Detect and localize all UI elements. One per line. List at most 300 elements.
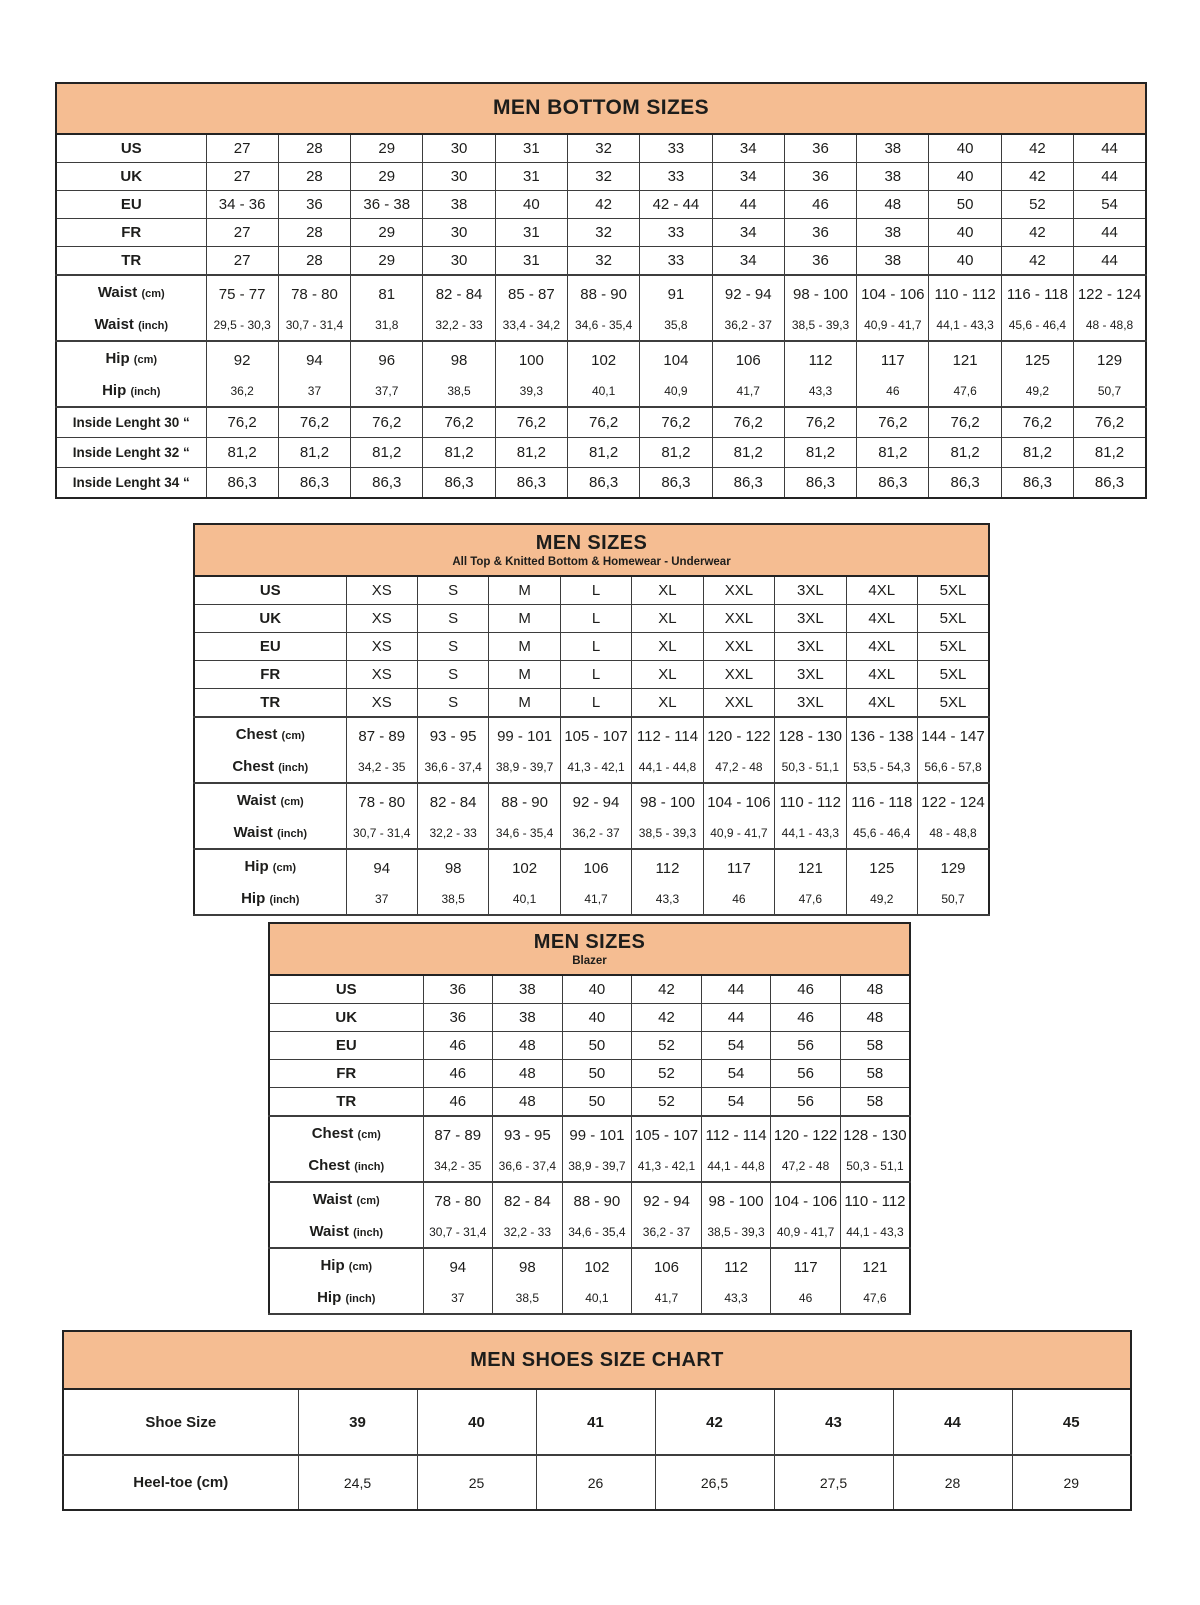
value-cell: M bbox=[489, 633, 560, 661]
value-cell: 50 bbox=[562, 1032, 632, 1060]
value-cell: 82 - 84 32,2 - 33 bbox=[423, 275, 495, 341]
value-cell: 76,2 bbox=[1001, 407, 1073, 438]
value-cell: L bbox=[560, 689, 631, 718]
value-cell: 128 - 130 50,3 - 51,1 bbox=[840, 1116, 910, 1182]
value-cell: 54 bbox=[701, 1088, 771, 1117]
value-cell: 54 bbox=[1074, 191, 1146, 219]
value-cell: 76,2 bbox=[784, 407, 856, 438]
table-row bbox=[56, 275, 1146, 341]
row-label: TR bbox=[194, 689, 346, 718]
table-row bbox=[269, 975, 910, 1004]
row-label: Heel-toe (cm) bbox=[63, 1455, 298, 1510]
value-cell: 117 46 bbox=[703, 849, 774, 915]
value-cell: 58 bbox=[840, 1088, 910, 1117]
value-cell: 44 bbox=[712, 191, 784, 219]
row-label: Waist (cm) Waist (inch) bbox=[194, 783, 346, 849]
table-row bbox=[194, 717, 989, 783]
value-cell: 38 bbox=[493, 975, 563, 1004]
value-cell: M bbox=[489, 661, 560, 689]
value-cell: 50 bbox=[929, 191, 1001, 219]
table-row bbox=[56, 247, 1146, 276]
value-cell: S bbox=[417, 576, 488, 605]
value-cell: 110 - 112 44,1 - 43,3 bbox=[840, 1182, 910, 1248]
value-cell: 4XL bbox=[846, 576, 917, 605]
row-label: UK bbox=[269, 1004, 423, 1032]
value-cell: XS bbox=[346, 661, 417, 689]
value-cell: 76,2 bbox=[857, 407, 929, 438]
table-row bbox=[56, 134, 1146, 163]
row-label: EU bbox=[194, 633, 346, 661]
value-cell: 34 bbox=[712, 247, 784, 276]
value-cell: 86,3 bbox=[712, 468, 784, 499]
value-cell: 56 bbox=[771, 1088, 841, 1117]
value-cell: 81,2 bbox=[1074, 438, 1146, 468]
value-cell: 81,2 bbox=[495, 438, 567, 468]
value-cell: 86,3 bbox=[351, 468, 423, 499]
table-row bbox=[63, 1455, 1131, 1510]
table-row bbox=[56, 219, 1146, 247]
value-cell: 46 bbox=[771, 975, 841, 1004]
value-cell: 42 bbox=[567, 191, 639, 219]
value-cell: 117 46 bbox=[857, 341, 929, 407]
men-blazer-sizes-table bbox=[268, 922, 911, 1315]
value-cell: 88 - 90 34,6 - 35,4 bbox=[567, 275, 639, 341]
value-cell: 86,3 bbox=[278, 468, 350, 499]
value-cell: 29 bbox=[351, 163, 423, 191]
value-cell: 30 bbox=[423, 134, 495, 163]
value-cell: XXL bbox=[703, 633, 774, 661]
value-cell: 42 bbox=[1001, 134, 1073, 163]
value-cell: 36 - 38 bbox=[351, 191, 423, 219]
value-cell: 32 bbox=[567, 219, 639, 247]
value-cell: 31 bbox=[495, 134, 567, 163]
value-cell: 86,3 bbox=[640, 468, 712, 499]
value-cell: 81,2 bbox=[567, 438, 639, 468]
value-cell: 93 - 95 36,6 - 37,4 bbox=[493, 1116, 563, 1182]
value-cell: 99 - 101 38,9 - 39,7 bbox=[562, 1116, 632, 1182]
value-cell: 28 bbox=[278, 247, 350, 276]
value-cell: 40 bbox=[929, 163, 1001, 191]
value-cell: 44 bbox=[701, 1004, 771, 1032]
value-cell: 136 - 138 53,5 - 54,3 bbox=[846, 717, 917, 783]
table-row bbox=[194, 576, 989, 605]
value-cell: XXL bbox=[703, 576, 774, 605]
value-cell: 93 - 95 36,6 - 37,4 bbox=[417, 717, 488, 783]
value-cell: 82 - 84 32,2 - 33 bbox=[493, 1182, 563, 1248]
value-cell: 98 38,5 bbox=[493, 1248, 563, 1314]
value-cell: 46 bbox=[423, 1032, 493, 1060]
value-cell: 112 - 114 44,1 - 44,8 bbox=[701, 1116, 771, 1182]
men-bottom-sizes-table bbox=[55, 82, 1147, 499]
value-cell: 129 50,7 bbox=[1074, 341, 1146, 407]
value-cell: 44 bbox=[701, 975, 771, 1004]
value-cell: 5XL bbox=[918, 689, 990, 718]
value-cell: 48 bbox=[493, 1088, 563, 1117]
value-cell: 29 bbox=[351, 219, 423, 247]
value-cell: 81,2 bbox=[278, 438, 350, 468]
value-cell: 31 bbox=[495, 219, 567, 247]
row-label: US bbox=[56, 134, 206, 163]
value-cell: 82 - 84 32,2 - 33 bbox=[417, 783, 488, 849]
value-cell: XL bbox=[632, 661, 703, 689]
value-cell: 112 - 114 44,1 - 44,8 bbox=[632, 717, 703, 783]
value-cell: M bbox=[489, 576, 560, 605]
value-cell: 31 bbox=[495, 163, 567, 191]
value-cell: 86,3 bbox=[567, 468, 639, 499]
value-cell: 58 bbox=[840, 1032, 910, 1060]
value-cell: 5XL bbox=[918, 661, 990, 689]
value-cell: 38 bbox=[423, 191, 495, 219]
value-cell: 38 bbox=[493, 1004, 563, 1032]
value-cell: 86,3 bbox=[929, 468, 1001, 499]
row-label: TR bbox=[56, 247, 206, 276]
value-cell: 24,5 bbox=[298, 1455, 417, 1510]
row-label: EU bbox=[56, 191, 206, 219]
value-cell: 78 - 80 30,7 - 31,4 bbox=[346, 783, 417, 849]
row-label: FR bbox=[56, 219, 206, 247]
value-cell: 40 bbox=[562, 975, 632, 1004]
value-cell: 50 bbox=[562, 1060, 632, 1088]
value-cell: 43 bbox=[774, 1389, 893, 1455]
value-cell: 121 47,6 bbox=[840, 1248, 910, 1314]
value-cell: 3XL bbox=[775, 633, 846, 661]
value-cell: 4XL bbox=[846, 661, 917, 689]
value-cell: 40 bbox=[495, 191, 567, 219]
value-cell: 28 bbox=[893, 1455, 1012, 1510]
value-cell: 121 47,6 bbox=[929, 341, 1001, 407]
value-cell: 122 - 124 48 - 48,8 bbox=[918, 783, 990, 849]
value-cell: 98 - 100 38,5 - 39,3 bbox=[701, 1182, 771, 1248]
value-cell: 25 bbox=[417, 1455, 536, 1510]
row-label: Waist (cm) Waist (inch) bbox=[56, 275, 206, 341]
value-cell: 85 - 87 33,4 - 34,2 bbox=[495, 275, 567, 341]
value-cell: 86,3 bbox=[857, 468, 929, 499]
value-cell: 36 bbox=[423, 975, 493, 1004]
row-label: US bbox=[269, 975, 423, 1004]
value-cell: 98 - 100 38,5 - 39,3 bbox=[784, 275, 856, 341]
table-row bbox=[269, 1116, 910, 1182]
value-cell: 42 bbox=[632, 975, 702, 1004]
value-cell: 112 43,3 bbox=[784, 341, 856, 407]
row-label: FR bbox=[269, 1060, 423, 1088]
value-cell: M bbox=[489, 605, 560, 633]
row-label: Chest (cm) Chest (inch) bbox=[269, 1116, 423, 1182]
men-bottom-sizes-header-row bbox=[56, 83, 1146, 134]
value-cell: 44 bbox=[1074, 134, 1146, 163]
value-cell: 32 bbox=[567, 134, 639, 163]
value-cell: XS bbox=[346, 689, 417, 718]
table-row bbox=[269, 1004, 910, 1032]
value-cell: 128 - 130 50,3 - 51,1 bbox=[775, 717, 846, 783]
value-cell: 92 - 94 36,2 - 37 bbox=[712, 275, 784, 341]
value-cell: 76,2 bbox=[351, 407, 423, 438]
value-cell: 106 41,7 bbox=[632, 1248, 702, 1314]
row-label: Hip (cm) Hip (inch) bbox=[194, 849, 346, 915]
table-row bbox=[194, 689, 989, 718]
value-cell: 94 37 bbox=[278, 341, 350, 407]
value-cell: 81,2 bbox=[929, 438, 1001, 468]
value-cell: 106 41,7 bbox=[712, 341, 784, 407]
value-cell: 56 bbox=[771, 1060, 841, 1088]
value-cell: 125 49,2 bbox=[1001, 341, 1073, 407]
value-cell: 42 - 44 bbox=[640, 191, 712, 219]
value-cell: 28 bbox=[278, 219, 350, 247]
value-cell: 116 - 118 45,6 - 46,4 bbox=[1001, 275, 1073, 341]
value-cell: 86,3 bbox=[1074, 468, 1146, 499]
value-cell: 3XL bbox=[775, 689, 846, 718]
value-cell: 81,2 bbox=[206, 438, 278, 468]
value-cell: 38 bbox=[857, 219, 929, 247]
row-label: Shoe Size bbox=[63, 1389, 298, 1455]
value-cell: 32 bbox=[567, 163, 639, 191]
value-cell: 38 bbox=[857, 134, 929, 163]
value-cell: 54 bbox=[701, 1032, 771, 1060]
value-cell: 46 bbox=[784, 191, 856, 219]
row-label: Hip (cm) Hip (inch) bbox=[269, 1248, 423, 1314]
table-row bbox=[269, 1060, 910, 1088]
value-cell: 98 38,5 bbox=[417, 849, 488, 915]
row-label: UK bbox=[194, 605, 346, 633]
value-cell: 27,5 bbox=[774, 1455, 893, 1510]
value-cell: 92 - 94 36,2 - 37 bbox=[560, 783, 631, 849]
value-cell: S bbox=[417, 633, 488, 661]
table-row bbox=[63, 1389, 1131, 1455]
value-cell: 92 36,2 bbox=[206, 341, 278, 407]
value-cell: 40 bbox=[562, 1004, 632, 1032]
value-cell: XXL bbox=[703, 605, 774, 633]
value-cell: 50 bbox=[562, 1088, 632, 1117]
value-cell: XS bbox=[346, 605, 417, 633]
value-cell: 104 - 106 40,9 - 41,7 bbox=[857, 275, 929, 341]
value-cell: XL bbox=[632, 576, 703, 605]
value-cell: 75 - 77 29,5 - 30,3 bbox=[206, 275, 278, 341]
value-cell: XL bbox=[632, 605, 703, 633]
value-cell: 105 - 107 41,3 - 42,1 bbox=[632, 1116, 702, 1182]
value-cell: 31 bbox=[495, 247, 567, 276]
value-cell: 48 bbox=[840, 975, 910, 1004]
value-cell: 26,5 bbox=[655, 1455, 774, 1510]
value-cell: 34 bbox=[712, 219, 784, 247]
value-cell: 48 bbox=[493, 1060, 563, 1088]
value-cell: L bbox=[560, 605, 631, 633]
value-cell: 88 - 90 34,6 - 35,4 bbox=[562, 1182, 632, 1248]
value-cell: 144 - 147 56,6 - 57,8 bbox=[918, 717, 990, 783]
value-cell: 81 31,8 bbox=[351, 275, 423, 341]
value-cell: 29 bbox=[351, 247, 423, 276]
value-cell: 5XL bbox=[918, 633, 990, 661]
value-cell: 5XL bbox=[918, 605, 990, 633]
value-cell: 52 bbox=[632, 1088, 702, 1117]
table-row bbox=[269, 1248, 910, 1314]
row-label: Chest (cm) Chest (inch) bbox=[194, 717, 346, 783]
value-cell: 34 bbox=[712, 134, 784, 163]
value-cell: 76,2 bbox=[495, 407, 567, 438]
row-label: FR bbox=[194, 661, 346, 689]
men-shoes-size-chart-title: MEN SHOES SIZE CHART bbox=[63, 1331, 1131, 1389]
value-cell: 34 - 36 bbox=[206, 191, 278, 219]
value-cell: 104 - 106 40,9 - 41,7 bbox=[771, 1182, 841, 1248]
value-cell: 39 bbox=[298, 1389, 417, 1455]
row-label: Hip (cm) Hip (inch) bbox=[56, 341, 206, 407]
value-cell: 94 37 bbox=[346, 849, 417, 915]
value-cell: M bbox=[489, 689, 560, 718]
table-row bbox=[56, 191, 1146, 219]
value-cell: 46 bbox=[423, 1088, 493, 1117]
value-cell: 81,2 bbox=[351, 438, 423, 468]
value-cell: 33 bbox=[640, 247, 712, 276]
value-cell: 28 bbox=[278, 163, 350, 191]
value-cell: 106 41,7 bbox=[560, 849, 631, 915]
table-row bbox=[269, 1088, 910, 1117]
value-cell: 30 bbox=[423, 219, 495, 247]
men-shoes-size-chart-header-row bbox=[63, 1331, 1131, 1389]
value-cell: 52 bbox=[632, 1060, 702, 1088]
value-cell: 5XL bbox=[918, 576, 990, 605]
value-cell: 86,3 bbox=[423, 468, 495, 499]
value-cell: 4XL bbox=[846, 689, 917, 718]
value-cell: 3XL bbox=[775, 605, 846, 633]
value-cell: 29 bbox=[1012, 1455, 1131, 1510]
value-cell: 52 bbox=[1001, 191, 1073, 219]
value-cell: XXL bbox=[703, 661, 774, 689]
value-cell: 98 38,5 bbox=[423, 341, 495, 407]
men-blazer-sizes-header-row bbox=[269, 923, 910, 975]
value-cell: 100 39,3 bbox=[495, 341, 567, 407]
value-cell: XS bbox=[346, 576, 417, 605]
value-cell: 110 - 112 44,1 - 43,3 bbox=[775, 783, 846, 849]
value-cell: 42 bbox=[655, 1389, 774, 1455]
value-cell: L bbox=[560, 661, 631, 689]
value-cell: 27 bbox=[206, 163, 278, 191]
value-cell: XL bbox=[632, 633, 703, 661]
value-cell: 81,2 bbox=[784, 438, 856, 468]
value-cell: 76,2 bbox=[929, 407, 1001, 438]
men-blazer-sizes-title: MEN SIZES Blazer bbox=[269, 923, 910, 975]
value-cell: 104 - 106 40,9 - 41,7 bbox=[703, 783, 774, 849]
row-label: Inside Lenght 30 “ bbox=[56, 407, 206, 438]
value-cell: 86,3 bbox=[495, 468, 567, 499]
table-row bbox=[56, 341, 1146, 407]
value-cell: 26 bbox=[536, 1455, 655, 1510]
value-cell: 36 bbox=[784, 247, 856, 276]
value-cell: 33 bbox=[640, 163, 712, 191]
value-cell: S bbox=[417, 661, 488, 689]
value-cell: 27 bbox=[206, 219, 278, 247]
value-cell: 81,2 bbox=[712, 438, 784, 468]
value-cell: 40 bbox=[417, 1389, 536, 1455]
table-row bbox=[194, 783, 989, 849]
value-cell: 3XL bbox=[775, 576, 846, 605]
row-label: TR bbox=[269, 1088, 423, 1117]
value-cell: 28 bbox=[278, 134, 350, 163]
value-cell: 36 bbox=[784, 163, 856, 191]
value-cell: 33 bbox=[640, 134, 712, 163]
value-cell: 88 - 90 34,6 - 35,4 bbox=[489, 783, 560, 849]
men-bottom-sizes-title: MEN BOTTOM SIZES bbox=[56, 83, 1146, 134]
value-cell: 29 bbox=[351, 134, 423, 163]
value-cell: 44 bbox=[893, 1389, 1012, 1455]
value-cell: 46 bbox=[423, 1060, 493, 1088]
value-cell: 122 - 124 48 - 48,8 bbox=[1074, 275, 1146, 341]
value-cell: 98 - 100 38,5 - 39,3 bbox=[632, 783, 703, 849]
value-cell: 102 40,1 bbox=[567, 341, 639, 407]
men-shoes-size-table bbox=[62, 1330, 1132, 1511]
table-row bbox=[56, 163, 1146, 191]
value-cell: 48 bbox=[493, 1032, 563, 1060]
value-cell: 102 40,1 bbox=[489, 849, 560, 915]
row-label: Inside Lenght 32 “ bbox=[56, 438, 206, 468]
value-cell: 36 bbox=[423, 1004, 493, 1032]
men-blazer-sizes bbox=[268, 922, 911, 1315]
value-cell: 42 bbox=[1001, 247, 1073, 276]
value-cell: 27 bbox=[206, 134, 278, 163]
value-cell: 48 bbox=[840, 1004, 910, 1032]
value-cell: 36 bbox=[784, 134, 856, 163]
table-row bbox=[194, 849, 989, 915]
value-cell: 54 bbox=[701, 1060, 771, 1088]
value-cell: 76,2 bbox=[278, 407, 350, 438]
value-cell: 102 40,1 bbox=[562, 1248, 632, 1314]
value-cell: 104 40,9 bbox=[640, 341, 712, 407]
value-cell: 34 bbox=[712, 163, 784, 191]
value-cell: 76,2 bbox=[206, 407, 278, 438]
value-cell: S bbox=[417, 689, 488, 718]
value-cell: 44 bbox=[1074, 219, 1146, 247]
value-cell: 38 bbox=[857, 163, 929, 191]
value-cell: 30 bbox=[423, 163, 495, 191]
value-cell: 40 bbox=[929, 219, 1001, 247]
table-row bbox=[56, 407, 1146, 438]
value-cell: 33 bbox=[640, 219, 712, 247]
value-cell: 36 bbox=[784, 219, 856, 247]
value-cell: 4XL bbox=[846, 633, 917, 661]
value-cell: 44 bbox=[1074, 163, 1146, 191]
value-cell: 116 - 118 45,6 - 46,4 bbox=[846, 783, 917, 849]
value-cell: 52 bbox=[632, 1032, 702, 1060]
value-cell: 44 bbox=[1074, 247, 1146, 276]
value-cell: 42 bbox=[1001, 219, 1073, 247]
men-top-sizes bbox=[193, 523, 990, 916]
value-cell: 27 bbox=[206, 247, 278, 276]
value-cell: 129 50,7 bbox=[918, 849, 990, 915]
value-cell: 76,2 bbox=[712, 407, 784, 438]
value-cell: 112 43,3 bbox=[632, 849, 703, 915]
value-cell: 125 49,2 bbox=[846, 849, 917, 915]
table-row bbox=[194, 605, 989, 633]
value-cell: 42 bbox=[1001, 163, 1073, 191]
value-cell: 76,2 bbox=[423, 407, 495, 438]
value-cell: 96 37,7 bbox=[351, 341, 423, 407]
value-cell: 120 - 122 47,2 - 48 bbox=[771, 1116, 841, 1182]
value-cell: 121 47,6 bbox=[775, 849, 846, 915]
value-cell: 32 bbox=[567, 247, 639, 276]
value-cell: 91 35,8 bbox=[640, 275, 712, 341]
value-cell: 36 bbox=[278, 191, 350, 219]
value-cell: L bbox=[560, 633, 631, 661]
value-cell: 58 bbox=[840, 1060, 910, 1088]
value-cell: 86,3 bbox=[1001, 468, 1073, 499]
men-top-sizes-title: MEN SIZES All Top & Knitted Bottom & Homewear - Underwear bbox=[194, 524, 989, 576]
value-cell: XL bbox=[632, 689, 703, 718]
value-cell: 110 - 112 44,1 - 43,3 bbox=[929, 275, 1001, 341]
value-cell: 87 - 89 34,2 - 35 bbox=[346, 717, 417, 783]
value-cell: 81,2 bbox=[1001, 438, 1073, 468]
value-cell: 4XL bbox=[846, 605, 917, 633]
value-cell: 3XL bbox=[775, 661, 846, 689]
table-row bbox=[269, 1182, 910, 1248]
men-top-sizes-table bbox=[193, 523, 990, 916]
value-cell: 86,3 bbox=[784, 468, 856, 499]
